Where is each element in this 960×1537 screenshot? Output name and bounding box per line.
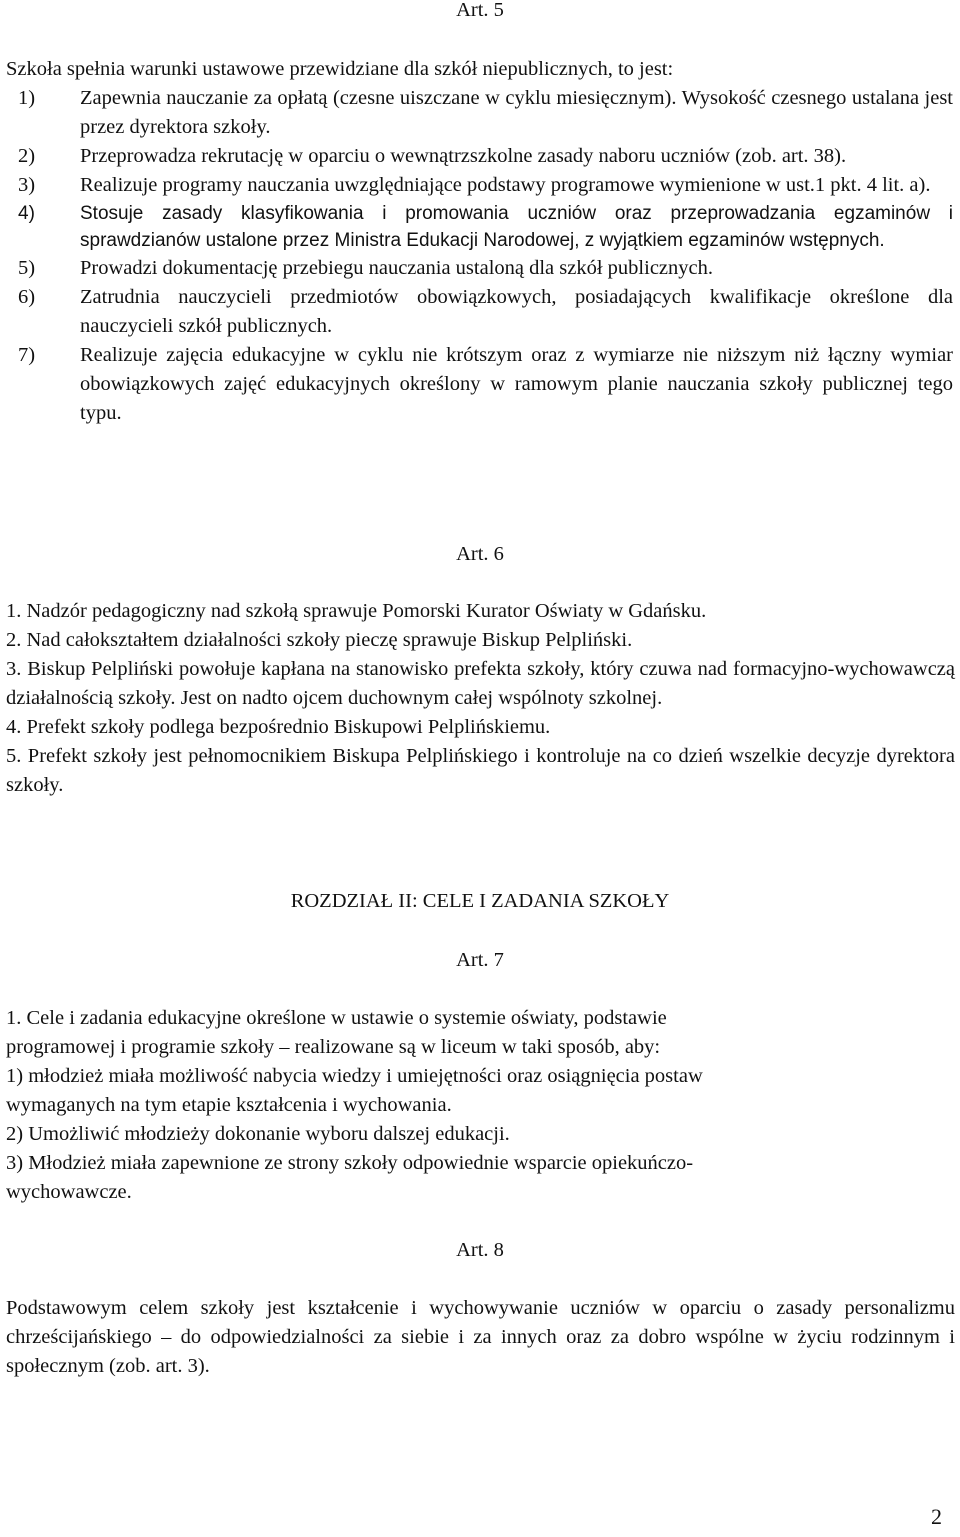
art5-item-text: Realizuje zajęcia edukacyjne w cyklu nie krótszym oraz z wymiarze nie niższym niż łączny wymiar obowiązkowych zajęć edukacyjnych określony w ramowym planie nauczania szkoły publicznej tego typu. bbox=[80, 344, 953, 424]
art7-line: programowej i programie szkoły – realizowane są w liceum w taki sposób, aby: bbox=[6, 1036, 661, 1058]
art7-line: wymaganych na tym etapie kształcenia i wychowania. bbox=[6, 1094, 452, 1116]
art6-paragraph: 4. Prefekt szkoły podlega bezpośrednio Biskupowi Pelplińskiemu. bbox=[6, 716, 551, 738]
chapter-title: ROZDZIAŁ II: CELE I ZADANIA SZKOŁY bbox=[290, 890, 670, 912]
art5-item-number: 4) bbox=[18, 203, 35, 224]
art5-item bbox=[6, 171, 955, 200]
art5-item-number: 5) bbox=[18, 257, 36, 279]
art6-paragraph: 1. Nadzór pedagogiczny nad szkołą sprawuje Pomorski Kurator Oświaty w Gdańsku. bbox=[6, 600, 707, 622]
art5-item-number: 3) bbox=[18, 174, 36, 196]
art7-line: 1. Cele i zadania edukacyjne określone w ustawie o systemie oświaty, podstawie bbox=[6, 1007, 667, 1029]
art7-title: Art. 7 bbox=[456, 949, 504, 971]
art8-title: Art. 8 bbox=[456, 1239, 504, 1261]
art5-title: Art. 5 bbox=[456, 0, 504, 21]
art8-section bbox=[6, 1294, 955, 1381]
art5-item bbox=[6, 142, 955, 171]
art5-item-text: Realizuje programy nauczania uwzględniające podstawy programowe wymienione w ust.1 pkt. 4 lit. a). bbox=[80, 174, 931, 196]
art5-item-text: Przeprowadza rekrutację w oparciu o wewnątrzszkolne zasady naboru uczniów (zob. art. 38). bbox=[80, 145, 847, 167]
art5-item bbox=[6, 341, 955, 428]
art5-item-text: Prowadzi dokumentację przebiegu nauczania ustaloną dla szkół publicznych. bbox=[80, 257, 713, 279]
art5-item-number: 6) bbox=[18, 286, 36, 308]
art5-item-number: 7) bbox=[18, 344, 36, 366]
art5-intro: Szkoła spełnia warunki ustawowe przewidziane dla szkół niepublicznych, to jest: bbox=[6, 58, 674, 80]
art5-item bbox=[6, 200, 955, 254]
art5-item bbox=[6, 84, 955, 142]
art5-item bbox=[6, 254, 955, 283]
art8-paragraph: Podstawowym celem szkoły jest kształcenie i wychowywanie uczniów w oparciu o zasady personalizmu chrześcijańskiego – do odpowiedzialności za siebie i za innych oraz za dobro wspólne w życiu rodzinnym i społecznym (zob. art. 3). bbox=[6, 1297, 955, 1377]
art6-section bbox=[6, 597, 955, 800]
art6-paragraph: 2. Nad całokształtem działalności szkoły pieczę sprawuje Biskup Pelpliński. bbox=[6, 629, 633, 651]
art5-section bbox=[6, 55, 955, 428]
art6-paragraph: 5. Prefekt szkoły jest pełnomocnikiem Biskupa Pelplińskiego i kontroluje na co dzień wszelkie decyzje dyrektora szkoły. bbox=[6, 745, 955, 796]
art5-item bbox=[6, 283, 955, 341]
art6-title: Art. 6 bbox=[456, 543, 504, 565]
art5-item-number: 2) bbox=[18, 145, 36, 167]
art7-line: 1) młodzież miała możliwość nabycia wiedzy i umiejętności oraz osiągnięcia postaw bbox=[6, 1065, 703, 1087]
art7-section bbox=[6, 1004, 955, 1207]
art5-item-text: Stosuje zasady klasyfikowania i promowania uczniów oraz przeprowadzania egzaminów i sprawdzianów ustalone przez Ministra Edukacji Narodowej, z wyjątkiem egzaminów wstępnych. bbox=[80, 203, 953, 251]
art7-line: 2) Umożliwić młodzieży dokonanie wyboru dalszej edukacji. bbox=[6, 1123, 510, 1145]
art5-item-text: Zatrudnia nauczycieli przedmiotów obowiązkowych, posiadających kwalifikacje określone dla nauczycieli szkół publicznych. bbox=[80, 286, 953, 337]
art6-paragraph: 3. Biskup Pelpliński powołuje kapłana na stanowisko prefekta szkoły, który czuwa nad formacyjno-wychowawczą działalnością szkoły. Jest on nadto ojcem duchownym całej wspólnoty szkolnej. bbox=[6, 658, 955, 709]
art5-item-number: 1) bbox=[18, 87, 36, 109]
art7-line: wychowawcze. bbox=[6, 1181, 132, 1203]
art5-item-text: Zapewnia nauczanie za opłatą (czesne uiszczane w cyklu miesięcznym). Wysokość czesnego ustalana jest przez dyrektora szkoły. bbox=[80, 87, 953, 138]
art7-line: 3) Młodzież miała zapewnione ze strony szkoły odpowiednie wsparcie opiekuńczo- bbox=[6, 1152, 694, 1174]
page-number: 2 bbox=[931, 1504, 942, 1529]
